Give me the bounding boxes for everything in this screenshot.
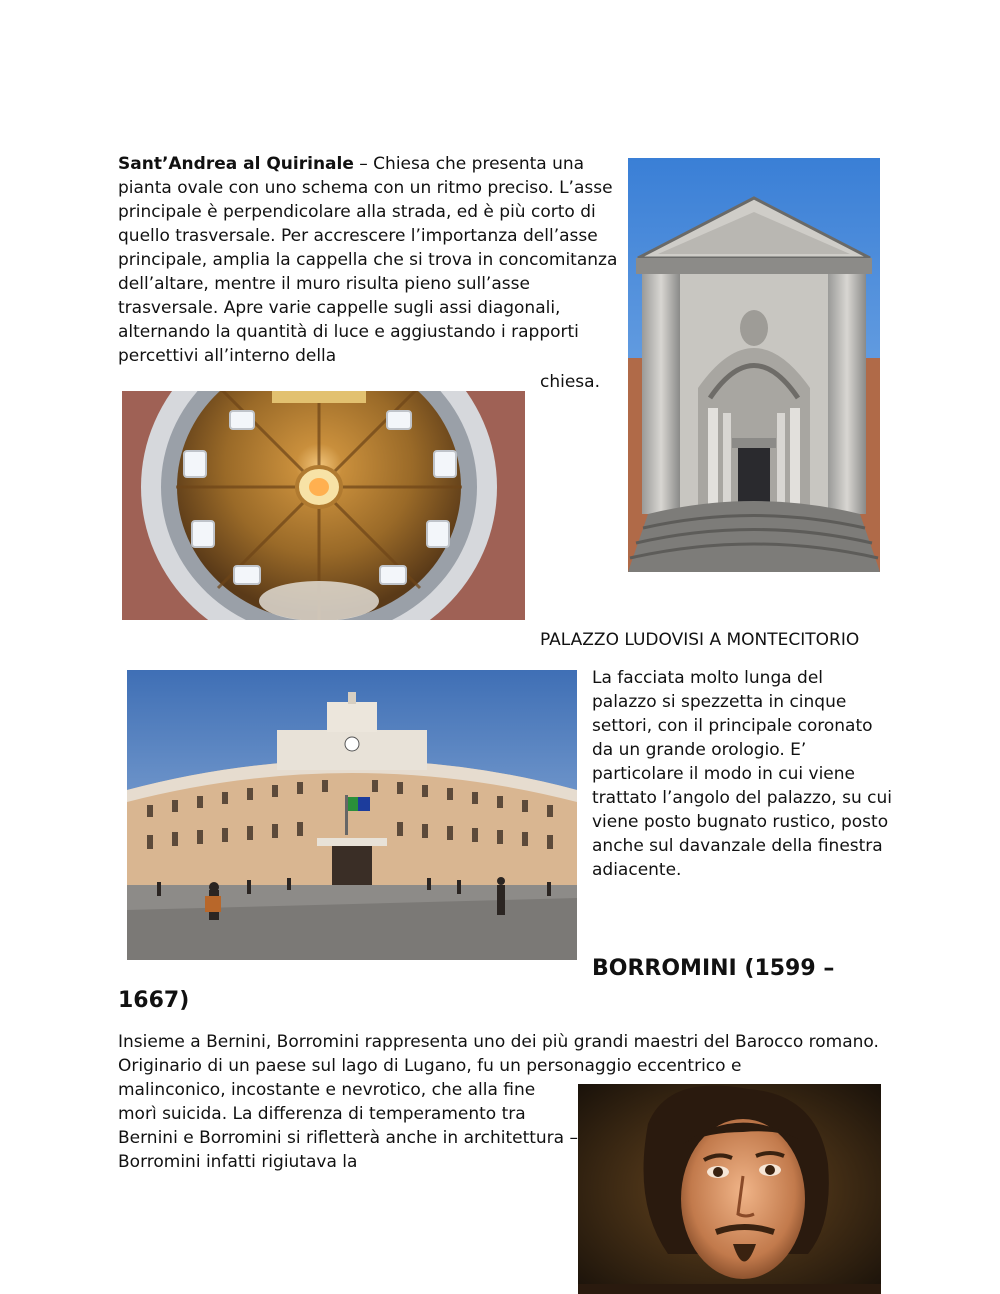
sant-andrea-paragraph — [118, 152, 618, 368]
borromini-heading-line1: BORROMINI (1599 – — [592, 956, 835, 981]
sant-andrea-facade-image — [628, 158, 880, 572]
borromini-paragraph-full: Insieme a Bernini, Borromini rappresenta uno dei più grandi maestri del Barocco romano. Originario di un paese sul lago di Lugano, fu un personaggio eccentrico e — [118, 1032, 879, 1076]
sant-andrea-title: Sant’Andrea al Quirinale — [118, 154, 354, 174]
borromini-heading-line2: 1667) — [118, 988, 190, 1013]
palazzo-montecitorio-image — [127, 670, 577, 960]
sant-andrea-text: – Chiesa che presenta una pianta ovale con uno schema con un ritmo preciso. L’asse principale è perpendicolare alla strada, ed è più corto di quello trasversale. Per accrescere l’importanza dell’asse principale, amplia la cappella che si trova in concomitanza dell’altare, mentre il muro risulta pieno sull’asse trasversale. Apre varie cappelle sugli assi diagonali, alternando la quantità di luce e aggiustando i rapporti percettivi all’interno della — [118, 154, 618, 366]
palazzo-heading: PALAZZO LUDOVISI A MONTECITORIO — [540, 630, 860, 650]
borromini-paragraph-narrow: malinconico, incostante e nevrotico, che alla fine morì suicida. La differenza di temperamento tra Bernini e Borromini si rifletterà anche in architettura – Borromini infatti rigiutava la — [118, 1080, 578, 1172]
palazzo-paragraph: La facciata molto lunga del palazzo si spezzetta in cinque settori, con il principale coronato da un grande orologio. E’ particolare il modo in cui viene trattato l’angolo del palazzo, su cui viene posto bugnato rustico, posto anche sul davanzale della finestra adiacente. — [592, 668, 892, 880]
borromini-portrait-image — [578, 1084, 881, 1294]
sant-andrea-last-word: chiesa. — [540, 372, 600, 392]
sant-andrea-dome-image — [122, 391, 525, 620]
